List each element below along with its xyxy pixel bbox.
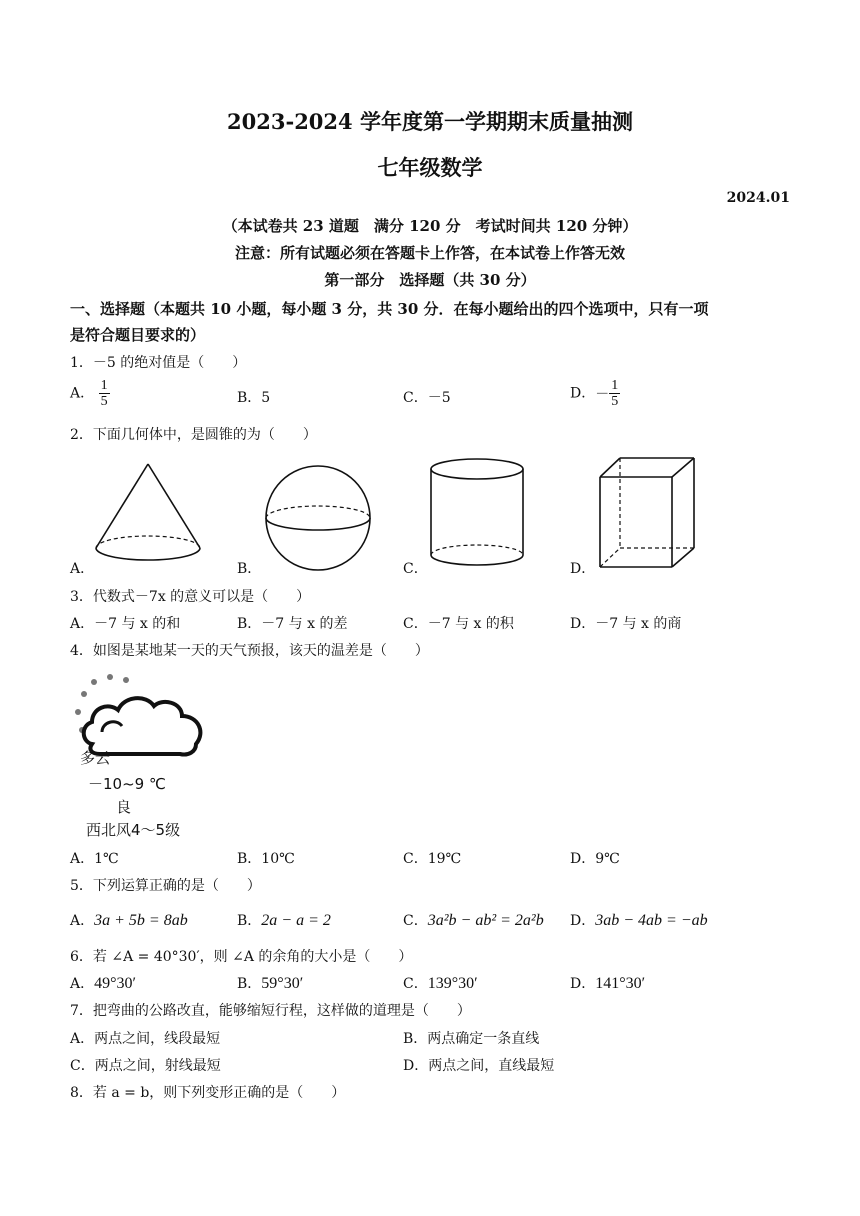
q1-option-a <box>70 378 110 409</box>
exam-title: 2023-2024 学年度第一学期期末质量抽测 <box>227 109 633 134</box>
q6-option-d-value: 141°30′ <box>595 975 646 992</box>
question-3-stem: 3．代数式－7x 的意义可以是（ ） <box>70 589 311 605</box>
exam-subtitle: 七年级数学 <box>377 155 483 180</box>
q2-option-a-label: A． <box>70 561 95 577</box>
q6-option-b <box>237 973 303 993</box>
q6-option-b-value: 59°30′ <box>261 975 304 992</box>
section-heading-line2: 是符合题目要求的） <box>70 326 206 344</box>
q1-option-a-fraction <box>99 378 110 409</box>
q6-option-d-label: D． <box>570 976 596 992</box>
q5-option-b <box>237 910 331 930</box>
q6-option-a-label: A． <box>70 976 95 992</box>
q5-option-b-expr: 2a − a = 2 <box>261 912 331 929</box>
q6-option-d <box>570 973 645 993</box>
question-5-stem: 5．下列运算正确的是（ ） <box>70 878 261 894</box>
q4-option-d: D．9℃ <box>570 851 620 867</box>
question-2-stem: 2．下面几何体中，是圆锥的为（ ） <box>70 427 317 443</box>
q7-option-d: D．两点之间，直线最短 <box>403 1058 555 1074</box>
q1-option-b: B．5 <box>237 390 271 406</box>
cylinder-figure <box>425 455 530 575</box>
q7-option-c: C．两点之间，射线最短 <box>70 1058 221 1074</box>
q6-option-a-value: 49°30′ <box>94 975 137 992</box>
exam-date: 2024.01 <box>726 190 790 206</box>
q5-option-a <box>70 910 188 930</box>
q3-option-a: A．－7 与 x 的和 <box>70 616 181 632</box>
q5-option-c <box>403 910 544 930</box>
q1-option-d-fraction <box>609 378 620 409</box>
weather-temperature: －10~9 ℃ <box>88 775 166 793</box>
exam-info: （本试卷共 23 道题 满分 120 分 考试时间共 120 分钟） <box>222 217 638 235</box>
q2-option-d-label: D． <box>570 561 596 577</box>
q3-option-b: B．－7 与 x 的差 <box>237 616 348 632</box>
q3-option-d: D．－7 与 x 的商 <box>570 616 682 632</box>
question-8-stem: 8．若 a = b，则下列变形正确的是（ ） <box>70 1085 346 1101</box>
cone-figure <box>90 460 210 570</box>
q5-option-b-label: B． <box>237 913 262 929</box>
q5-option-c-label: C． <box>403 913 428 929</box>
q1-option-d-label: D． <box>570 385 596 402</box>
q6-option-c-label: C． <box>403 976 428 992</box>
q1-a-denominator: 5 <box>100 394 108 409</box>
q1-option-a-label: A． <box>70 385 95 402</box>
cube-figure <box>596 455 696 573</box>
q3-option-c: C．－7 与 x 的积 <box>403 616 514 632</box>
question-6-stem: 6．若 ∠A = 40°30′，则 ∠A 的余角的大小是（ ） <box>70 949 413 965</box>
q2-option-b-label: B． <box>237 561 262 577</box>
question-4-stem: 4．如图是某地某一天的天气预报，该天的温差是（ ） <box>70 643 429 659</box>
weather-condition: 多云 <box>80 749 111 767</box>
q5-option-a-label: A． <box>70 913 95 929</box>
q5-option-d <box>570 910 708 930</box>
q6-option-c-value: 139°30′ <box>427 975 478 992</box>
q5-option-d-label: D． <box>570 913 596 929</box>
q2-option-c-label: C． <box>403 561 428 577</box>
sphere-figure <box>262 462 374 574</box>
weather-wind: 西北风4～5级 <box>86 821 181 839</box>
q4-option-c: C．19℃ <box>403 851 462 867</box>
q6-option-b-label: B． <box>237 976 262 992</box>
q5-option-c-expr: 3a²b − ab² = 2a²b <box>427 912 544 929</box>
q1-d-denominator: 5 <box>611 394 619 409</box>
q1-d-numerator: 1 <box>611 378 619 393</box>
q5-option-d-expr: 3ab − 4ab = −ab <box>595 912 708 929</box>
question-7-stem: 7．把弯曲的公路改直，能够缩短行程，这样做的道理是（ ） <box>70 1003 471 1019</box>
q1-option-d <box>570 378 620 409</box>
q6-option-c <box>403 973 478 993</box>
q1-a-numerator: 1 <box>100 378 108 393</box>
q1-d-sign: － <box>595 386 610 403</box>
section-heading-line1: 一、选择题（本题共 10 小题，每小题 3 分，共 30 分．在每小题给出的四个选项中，只有一项 <box>70 300 709 318</box>
exam-notice: 注意：所有试题必须在答题卡上作答，在本试卷上作答无效 <box>234 244 625 262</box>
q1-option-c: C．－5 <box>403 390 451 406</box>
q5-option-a-expr: 3a + 5b = 8ab <box>94 912 188 929</box>
q4-option-a: A．1℃ <box>70 851 119 867</box>
weather-air-quality: 良 <box>116 798 132 816</box>
q6-option-a <box>70 973 136 993</box>
part-heading: 第一部分 选择题（共 30 分） <box>324 271 536 289</box>
question-1-stem: 1．－5 的绝对值是（ ） <box>70 355 247 371</box>
q7-option-b: B．两点确定一条直线 <box>403 1031 540 1047</box>
q4-option-b: B．10℃ <box>237 851 295 867</box>
q7-option-a: A．两点之间，线段最短 <box>70 1031 221 1047</box>
